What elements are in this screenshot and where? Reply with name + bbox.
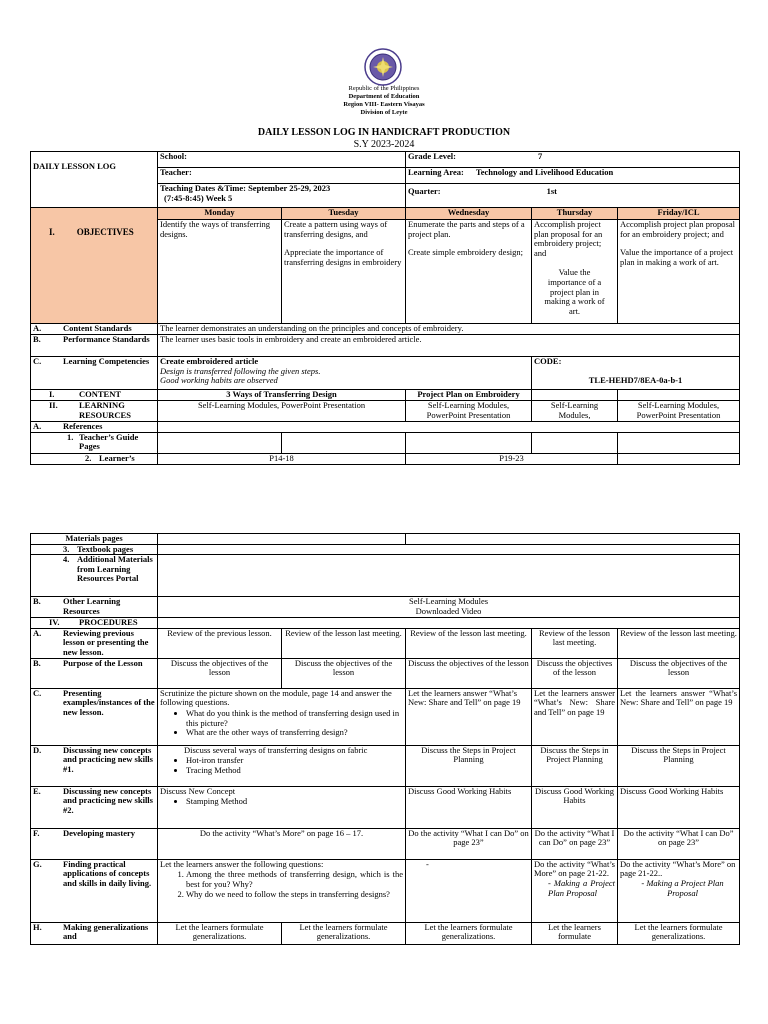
- proc-a-tue: Review of the lesson last meeting.: [282, 628, 406, 658]
- teacher-label: Teacher:: [158, 168, 406, 184]
- proc-h-thu: Let the learners formulate: [532, 922, 618, 944]
- other-resources-label: B. Other Learning Resources: [31, 597, 158, 618]
- proc-d-mon-tue: Discuss several ways of transferring designs on fabric • Hot-iron transfer • Tracing Method: [158, 745, 406, 786]
- resources-mon-tue: Self-Learning Modules, PowerPoint Presentation: [158, 401, 406, 422]
- proc-h-mon: Let the learners formulate generalizations.: [158, 922, 282, 944]
- objective-tuesday: Create a pattern using ways of transferring designs, and Appreciate the importance of transferring designs in embroidery: [282, 220, 406, 324]
- proc-f-wed: Do the activity “What I can Do” on page 23”: [406, 828, 532, 859]
- proc-d-wed: Discuss the Steps in Project Planning: [406, 745, 532, 786]
- content-topic-b: Project Plan on Embroidery: [406, 390, 532, 401]
- objectives-header: I. OBJECTIVES: [31, 208, 158, 324]
- deped-seal: [364, 48, 402, 86]
- proc-h-tue: Let the learners formulate generalizations.: [282, 922, 406, 944]
- proc-c-fri: Let the learners answer “What’s New: Share and Tell” on page 19: [618, 688, 740, 745]
- proc-c-thu: Let the learners answer “What’s New: Share and Tell” on page 19: [532, 688, 618, 745]
- proc-a-mon: Review of the previous lesson.: [158, 628, 282, 658]
- proc-a-thu: Review of the lesson last meeting.: [532, 628, 618, 658]
- resources-fri: Self-Learning Modules, PowerPoint Presentation: [618, 401, 740, 422]
- competency-code: CODE: TLE-HEHD7/8EA-0a-b-1: [532, 357, 740, 390]
- objective-monday: Identify the ways of transferring designs.: [158, 220, 282, 324]
- objective-wednesday: Enumerate the parts and steps of a project plan. Create simple embroidery design;: [406, 220, 532, 324]
- procedures-label: IV. PROCEDURES: [31, 618, 158, 629]
- proc-b-label: B. Purpose of the Lesson: [31, 658, 158, 688]
- quarter: Quarter: 1st: [406, 184, 740, 208]
- other-resources-text: Self-Learning Modules Downloaded Video: [158, 597, 740, 618]
- document-title: DAILY LESSON LOG IN HANDICRAFT PRODUCTION: [257, 127, 511, 138]
- learners-label: 2. Learner’s: [31, 453, 158, 464]
- proc-h-label: H. Making generalizations and: [31, 922, 158, 944]
- proc-h-fri: Let the learners formulate generalizations.: [618, 922, 740, 944]
- lesson-log-table-part-2: [30, 533, 740, 945]
- proc-g-label: G. Finding practical applications of concepts and skills in daily living.: [31, 859, 158, 922]
- references-label: A. References: [31, 422, 158, 433]
- learning-area: Learning Area: Technology and Livelihood Education: [406, 168, 740, 184]
- textbook-label: 3. Textbook pages: [31, 544, 158, 555]
- proc-e-mon-tue: Discuss New Concept • Stamping Method: [158, 786, 406, 828]
- department-line: Department of Education: [348, 93, 420, 100]
- proc-b-mon: Discuss the objectives of the lesson: [158, 658, 282, 688]
- proc-e-thu: Discuss Good Working Habits: [532, 786, 618, 828]
- content-standards-text: The learner demonstrates an understanding on the principles and concepts of embroidery.: [158, 324, 740, 335]
- proc-d-thu: Discuss the Steps in Project Planning: [532, 745, 618, 786]
- school-year: S.Y 2023-2024: [353, 139, 415, 150]
- day-tuesday: Tuesday: [282, 208, 406, 220]
- proc-g-thu: Do the activity “What’s More” on page 21-22. - Making a Project Plan Proposal: [532, 859, 618, 922]
- teaching-dates: Teaching Dates &Time: September 25-29, 2023 (7:45-8:45) Week 5: [158, 184, 406, 208]
- learning-resources-label: II. LEARNING RESOURCES: [31, 401, 158, 422]
- proc-e-fri: Discuss Good Working Habits: [618, 786, 740, 828]
- republic-line: Republic of the Philippines: [348, 85, 420, 92]
- resources-wed: Self-Learning Modules, PowerPoint Presentation: [406, 401, 532, 422]
- proc-g-mon-tue: Let the learners answer the following questions: 1. Among the three methods of transferring design, which is the best for you? Why? 2. Why do we need to follow the steps in transferring designs?: [158, 859, 406, 922]
- proc-b-fri: Discuss the objectives of the lesson: [618, 658, 740, 688]
- proc-f-fri: Do the activity “What I can Do” on page 23”: [618, 828, 740, 859]
- teachers-guide-label: 1. Teacher’s Guide Pages: [31, 432, 158, 453]
- learners-pages-b: P19-23: [406, 453, 618, 464]
- performance-standards-text: The learner uses basic tools in embroidery and create an embroidered article.: [158, 335, 740, 357]
- proc-c-wed: Let the learners answer “What’s New: Share and Tell” on page 19: [406, 688, 532, 745]
- proc-g-wed: -: [406, 859, 532, 922]
- proc-a-fri: Review of the lesson last meeting.: [618, 628, 740, 658]
- competencies-label: C. Learning Competencies: [31, 357, 158, 390]
- proc-b-wed: Discuss the objectives of the lesson: [406, 658, 532, 688]
- day-thursday: Thursday: [532, 208, 618, 220]
- dll-title: DAILY LESSON LOG: [31, 152, 158, 208]
- competencies-text: Create embroidered article Design is transferred following the given steps. Good working habits are observed: [158, 357, 532, 390]
- proc-d-fri: Discuss the Steps in Project Planning: [618, 745, 740, 786]
- lesson-log-table-part-1: [30, 151, 740, 465]
- content-standards-label: A. Content Standards: [31, 324, 158, 335]
- performance-standards-label: B. Performance Standards: [31, 335, 158, 357]
- proc-f-thu: Do the activity “What I can Do” on page 23”: [532, 828, 618, 859]
- proc-e-label: E. Discussing new concepts and practicing new skills #2.: [31, 786, 158, 828]
- learners-pages-a: P14-18: [158, 453, 406, 464]
- materials-pages-label: Materials pages: [31, 534, 158, 545]
- proc-f-label: F. Developing mastery: [31, 828, 158, 859]
- proc-e-wed: Discuss Good Working Habits: [406, 786, 532, 828]
- resources-thu: Self-Learning Modules,: [532, 401, 618, 422]
- proc-b-tue: Discuss the objectives of the lesson: [282, 658, 406, 688]
- content-label: I. CONTENT: [31, 390, 158, 401]
- proc-a-label: A. Reviewing previous lesson or presenting the new lesson.: [31, 628, 158, 658]
- region-line: Region VIII- Eastern Visayas: [343, 101, 425, 108]
- additional-materials-label: 4. Additional Materials from Learning Resources Portal: [31, 555, 158, 597]
- proc-g-fri: Do the activity “What’s More” on page 21-22.. - Making a Project Plan Proposal: [618, 859, 740, 922]
- grade-level: Grade Level: 7: [406, 152, 740, 168]
- objective-friday: Accomplish project plan proposal for an embroidery project; and Value the importance of a project plan in making a work of art.: [618, 220, 740, 324]
- proc-c-mon-tue: Scrutinize the picture shown on the module, page 14 and answer the following questions. • What do you think is the method of transferring design used in this picture? • What are the other ways of transferring design?: [158, 688, 406, 745]
- proc-b-thu: Discuss the objectives of the lesson: [532, 658, 618, 688]
- content-topic-a: 3 Ways of Transferring Design: [158, 390, 406, 401]
- proc-f-mon-tue: Do the activity “What’s More” on page 16 – 17.: [158, 828, 406, 859]
- division-line: Division of Leyte: [360, 109, 408, 116]
- day-wednesday: Wednesday: [406, 208, 532, 220]
- proc-a-wed: Review of the lesson last meeting.: [406, 628, 532, 658]
- objective-thursday: Accomplish project plan proposal for an embroidery project; and Value the importance of a project plan in making a work of art.: [532, 220, 618, 324]
- day-friday: Friday/ICL: [618, 208, 740, 220]
- proc-c-label: C. Presenting examples/instances of the new lesson.: [31, 688, 158, 745]
- proc-d-label: D. Discussing new concepts and practicing new skills #1.: [31, 745, 158, 786]
- day-monday: Monday: [158, 208, 282, 220]
- school-label: School:: [158, 152, 406, 168]
- proc-h-wed: Let the learners formulate generalizations.: [406, 922, 532, 944]
